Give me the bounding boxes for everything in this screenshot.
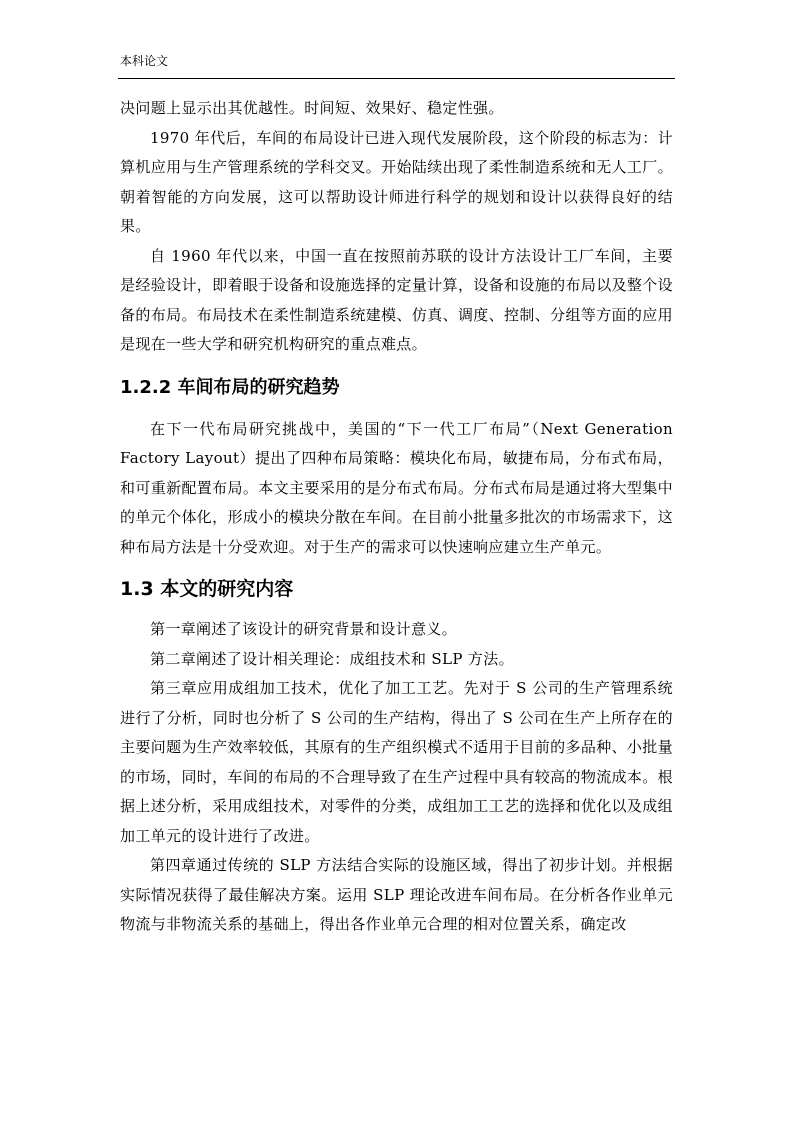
section-heading-1-3: 1.3 本文的研究内容 — [120, 578, 294, 600]
paragraph-layout-trends: 在下一代布局研究挑战中，美国的“下一代工厂布局”（Next Generation Factory Layout）提出了四种布局策略：模块化布局，敏捷布局，分布式布局，和可重新配置布局。本文主要采用的是分布式布局。分布式布局是通过将大型集中的单元个体化，形成小的模块分散在车间。在目前小批量多批次的市场需求下，这种布局方法是十分受欢迎。对于生产的需求可以快速响应建立生产单元。 — [120, 419, 673, 556]
paragraph-chapter-1: 第一章阐述了该设计的研究背景和设计意义。 — [150, 620, 458, 638]
document-body — [120, 94, 673, 940]
paragraph-1960s: 自 1960 年代以来，中国一直在按照前苏联的设计方法设计工厂车间，主要是经验设计，即着眼于设备和设施选择的定量计算，设备和设施的布局以及整个设备的布局。布局技术在柔性制造系统建模、仿真、调度、控制、分组等方面的应用是现在一些大学和研究机构研究的重点难点。 — [120, 246, 673, 353]
paragraph-continuation: 决问题上显示出其优越性。时间短、效果好、稳定性强。 — [120, 99, 504, 117]
running-header: 本科论文 — [120, 54, 169, 68]
paragraph-chapter-2: 第二章阐述了设计相关理论：成组技术和 SLP 方法。 — [150, 649, 514, 668]
section-heading-1-2-2: 1.2.2 车间布局的研究趋势 — [120, 376, 340, 398]
paragraph-chapter-3: 第三章应用成组加工技术，优化了加工工艺。先对于 S 公司的生产管理系统进行了分析，同时也分析了 S 公司的生产结构，得出了 S 公司在生产上所存在的主要问题为生产效率较低，其原有的生产组织模式不适用于目前的多品种、小批量的市场，同时，车间的布局的不合理导致了在生产过程中具有较高的物流成本。根据上述分析，采用成组技术，对零件的分类，成组加工工艺的选择和优化以及成组加工单元的设计进行了改进。 — [120, 679, 673, 845]
paragraph-1970s: 1970 年代后，车间的布局设计已进入现代发展阶段，这个阶段的标志为：计算机应用与生产管理系统的学科交叉。开始陆续出现了柔性制造系统和无人工厂。朝着智能的方向发展，这可以帮助设计师进行科学的规划和设计以获得良好的结果。 — [120, 128, 673, 235]
header-rule — [118, 78, 675, 79]
paragraph-chapter-4: 第四章通过传统的 SLP 方法结合实际的设施区域，得出了初步计划。并根据实际情况获得了最佳解决方案。运用 SLP 理论改进车间布局。在分析各作业单元物流与非物流关系的基础上，得出各作业单元合理的相对位置关系，确定改 — [120, 856, 673, 933]
